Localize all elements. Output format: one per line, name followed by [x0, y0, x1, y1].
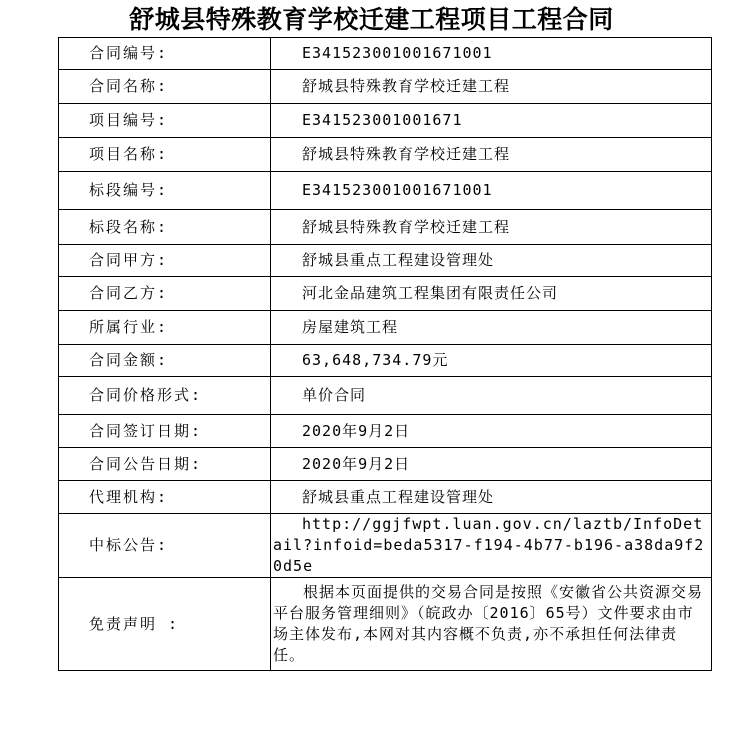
- project-number-value: E341523001001671: [271, 104, 712, 138]
- table-row: [59, 38, 712, 70]
- disclaimer-text: 根据本页面提供的交易合同是按照《安徽省公共资源交易平台服务管理细则》（皖政办〔2016〕65号）文件要求由市场主体发布,本网对其内容概不负责,亦不承担任何法律责任。: [273, 583, 704, 664]
- contract-name-label: 合同名称:: [59, 70, 271, 104]
- table-row: [59, 415, 712, 448]
- contract-amount-label: 合同金额:: [59, 345, 271, 377]
- contract-name-value: 舒城县特殊教育学校迁建工程: [271, 70, 712, 104]
- table-row: [59, 377, 712, 415]
- award-notice-link[interactable]: http://ggjfwpt.luan.gov.cn/laztb/InfoDetail?infoid=beda5317-f194-4b77-b196-a38da9f20d5e: [273, 515, 705, 575]
- announcement-date-value: 2020年9月2日: [271, 448, 712, 481]
- contract-info-table: [58, 37, 712, 671]
- agency-value: 舒城县重点工程建设管理处: [271, 481, 712, 514]
- section-number-value: E341523001001671001: [271, 172, 712, 210]
- signing-date-value: 2020年9月2日: [271, 415, 712, 448]
- table-row: [59, 210, 712, 245]
- price-form-value: 单价合同: [271, 377, 712, 415]
- project-number-label: 项目编号:: [59, 104, 271, 138]
- disclaimer-label: 免责声明 :: [59, 578, 271, 671]
- table-row: [59, 245, 712, 277]
- party-a-label: 合同甲方:: [59, 245, 271, 277]
- contract-number-label: 合同编号:: [59, 38, 271, 70]
- contract-amount-value: 63,648,734.79元: [271, 345, 712, 377]
- industry-label: 所属行业:: [59, 311, 271, 345]
- section-name-value: 舒城县特殊教育学校迁建工程: [271, 210, 712, 245]
- signing-date-label: 合同签订日期:: [59, 415, 271, 448]
- agency-label: 代理机构:: [59, 481, 271, 514]
- table-row: [59, 70, 712, 104]
- table-row: [59, 345, 712, 377]
- table-row: [59, 514, 712, 578]
- table-row: [59, 172, 712, 210]
- industry-value: 房屋建筑工程: [271, 311, 712, 345]
- award-notice-cell: [271, 514, 712, 578]
- table-row: [59, 448, 712, 481]
- table-row: [59, 311, 712, 345]
- project-name-value: 舒城县特殊教育学校迁建工程: [271, 138, 712, 172]
- table-row: [59, 277, 712, 311]
- disclaimer-cell: [271, 578, 712, 671]
- party-a-value: 舒城县重点工程建设管理处: [271, 245, 712, 277]
- table-row: [59, 138, 712, 172]
- price-form-label: 合同价格形式:: [59, 377, 271, 415]
- table-row: [59, 578, 712, 671]
- award-notice-label: 中标公告:: [59, 514, 271, 578]
- party-b-label: 合同乙方:: [59, 277, 271, 311]
- table-row: [59, 481, 712, 514]
- section-name-label: 标段名称:: [59, 210, 271, 245]
- project-name-label: 项目名称:: [59, 138, 271, 172]
- table-row: [59, 104, 712, 138]
- contract-number-value: E341523001001671001: [271, 38, 712, 70]
- party-b-value: 河北金品建筑工程集团有限责任公司: [271, 277, 712, 311]
- announcement-date-label: 合同公告日期:: [59, 448, 271, 481]
- section-number-label: 标段编号:: [59, 172, 271, 210]
- page-title: 舒城县特殊教育学校迁建工程项目工程合同: [129, 5, 614, 34]
